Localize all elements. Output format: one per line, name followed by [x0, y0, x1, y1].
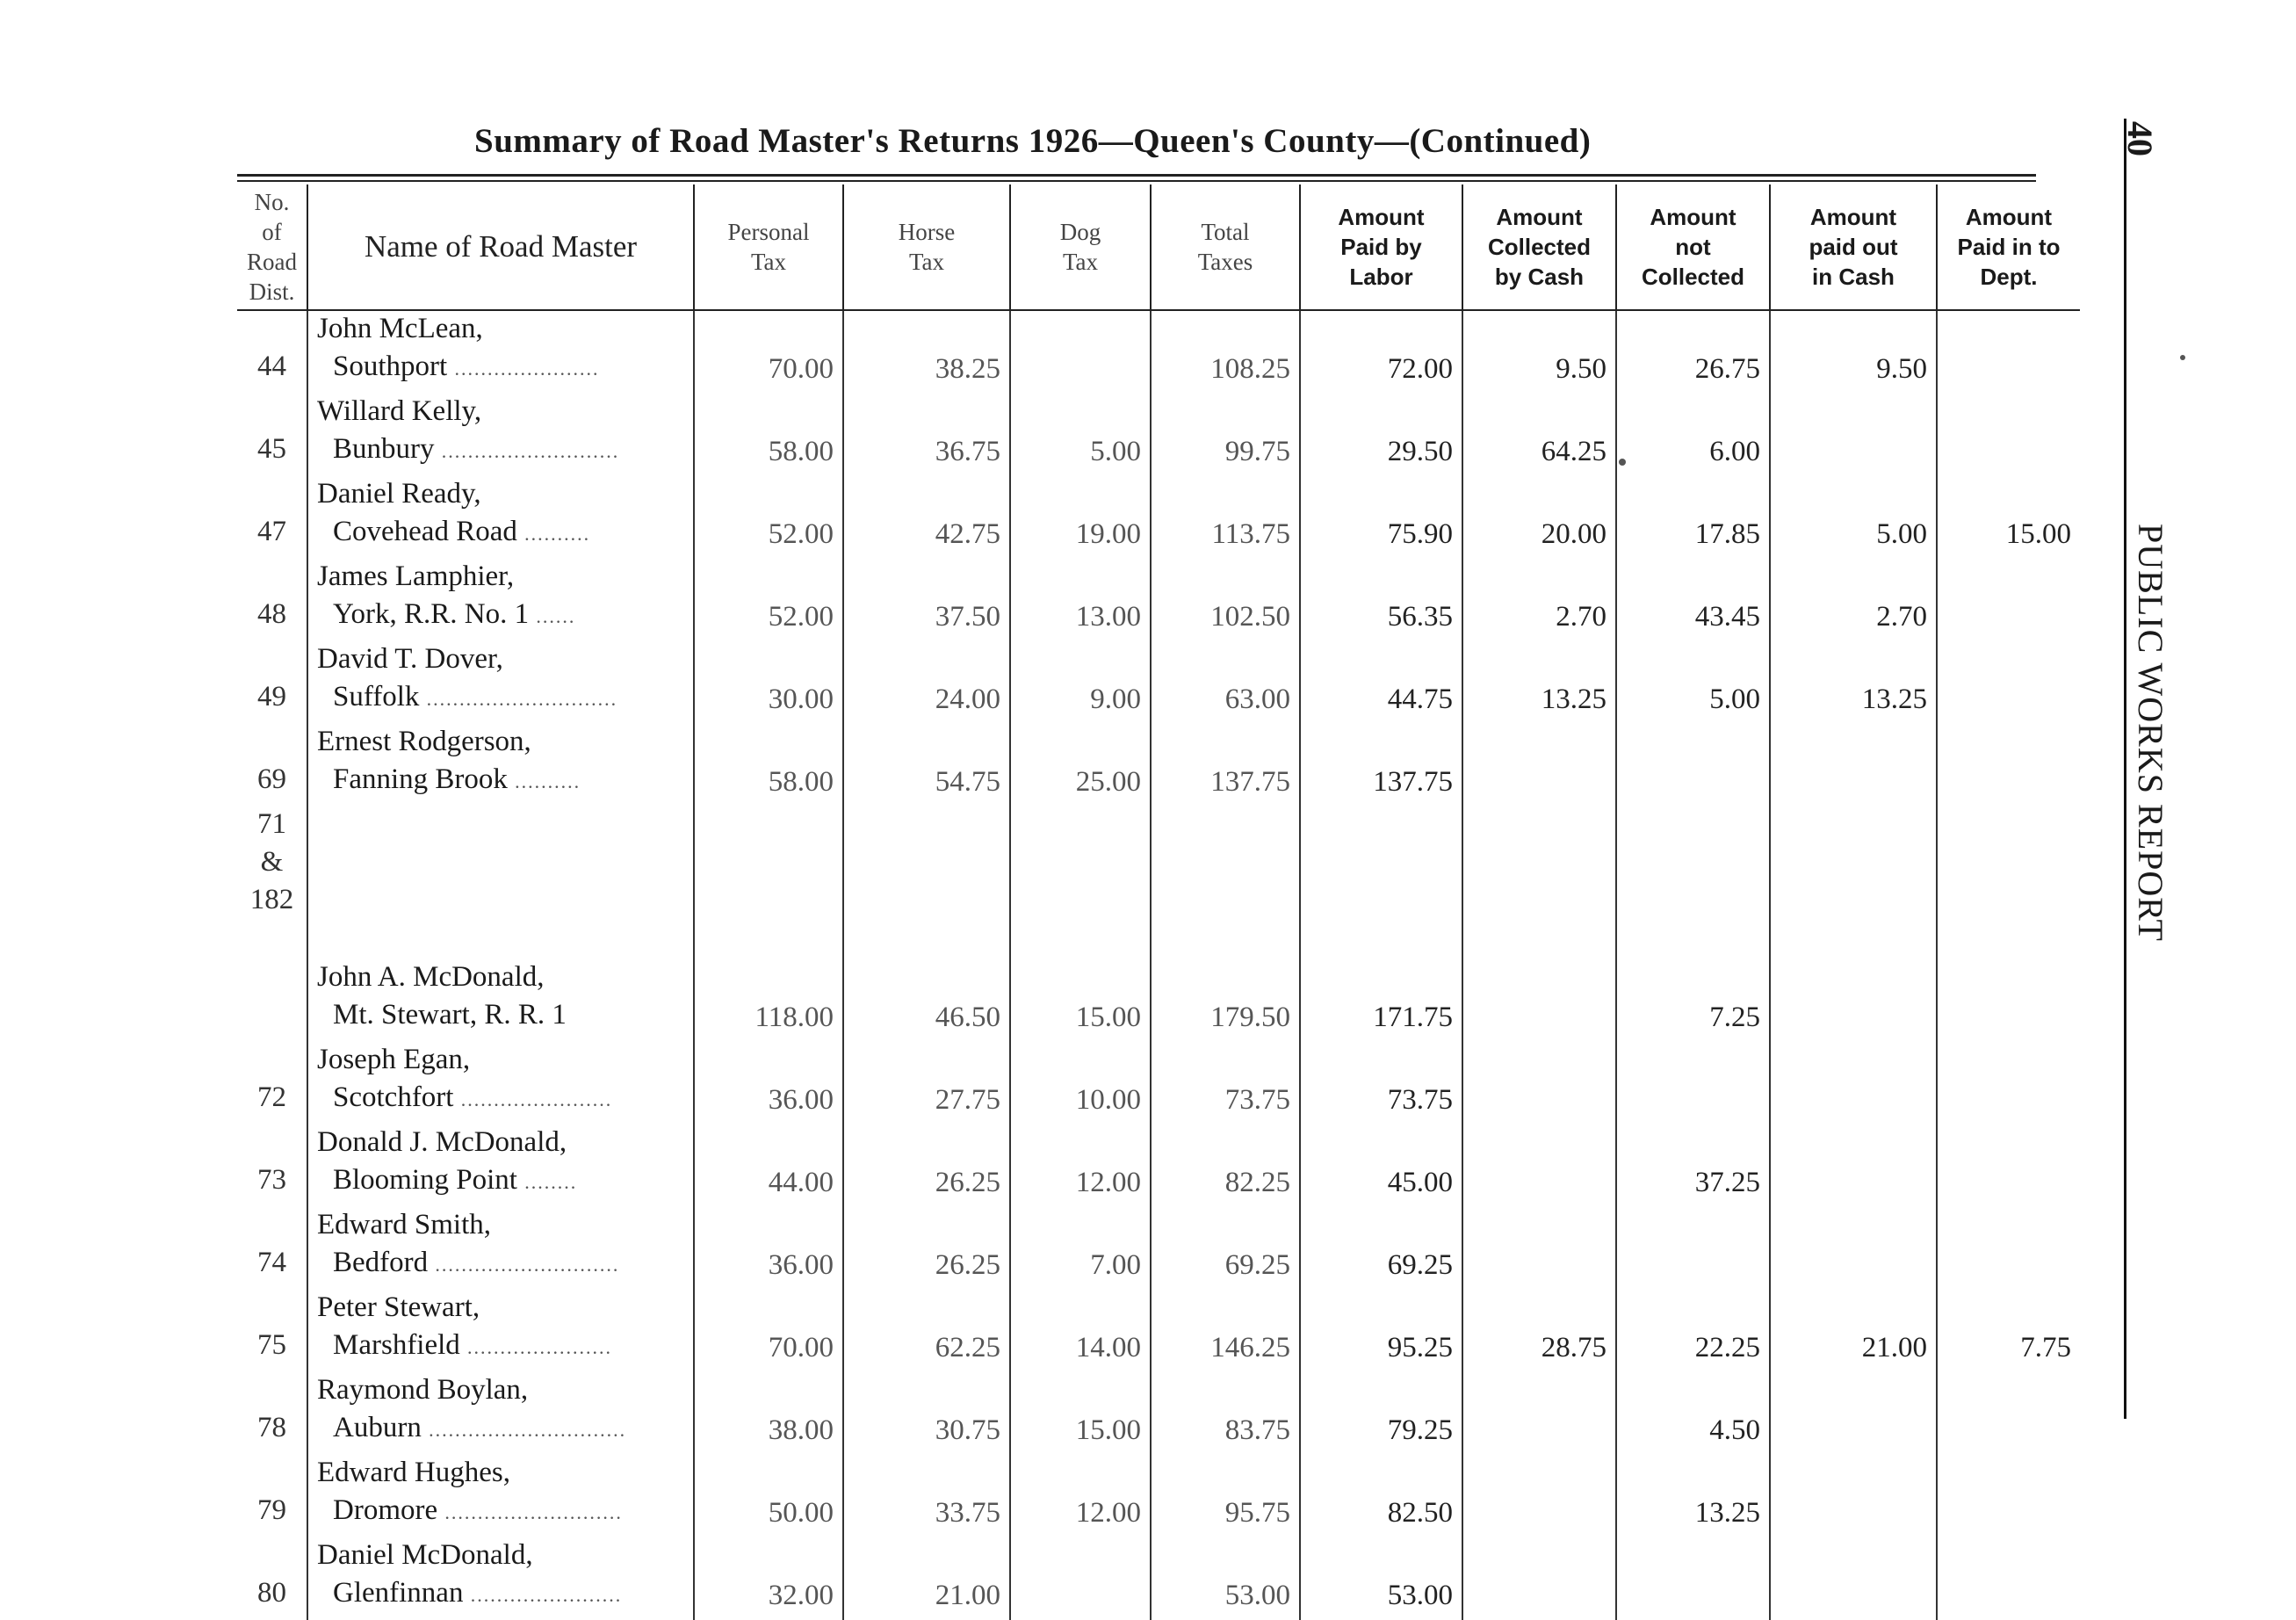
header-personal-tax: Personal Tax — [694, 184, 843, 310]
ink-speck — [2180, 355, 2185, 360]
cell-paidout — [1770, 1042, 1937, 1125]
cell-total: 99.75 — [1151, 394, 1300, 476]
road-district-number: 47 — [257, 516, 286, 547]
table-row — [237, 724, 2080, 806]
master-location: Bedford ............................ — [333, 1247, 620, 1278]
cell-personal: 52.00 — [694, 476, 843, 559]
cell-paidout — [1770, 1207, 1937, 1290]
master-location: Fanning Brook .......... — [333, 763, 581, 795]
cell-notcollected — [1616, 1537, 1770, 1620]
cell-total: 82.25 — [1151, 1125, 1300, 1207]
master-location: Scotchfort ....................... — [333, 1081, 613, 1113]
cell-dept: 7.75 — [1937, 1290, 2080, 1372]
header-horse-tax: Horse Tax — [843, 184, 1010, 310]
cell-labor: 69.25 — [1300, 1207, 1462, 1290]
cell-dog: 19.00 — [1010, 476, 1151, 559]
cell-horse: 36.75 — [843, 394, 1010, 476]
master-location: Blooming Point ........ — [333, 1164, 578, 1196]
cell-dog — [1010, 310, 1151, 394]
road-district-number: 45 — [257, 433, 286, 465]
cell-personal: 38.00 — [694, 1372, 843, 1455]
cell-labor: 137.75 — [1300, 724, 1462, 806]
road-district-number: 48 — [257, 598, 286, 630]
cell-cash: 28.75 — [1462, 1290, 1616, 1372]
cell-dept — [1937, 1207, 2080, 1290]
cell-notcollected: 6.00 — [1616, 394, 1770, 476]
cell-personal: 52.00 — [694, 559, 843, 641]
master-name: David T. Dover, — [317, 643, 503, 675]
road-master-name — [307, 476, 694, 559]
cell-labor: 82.50 — [1300, 1455, 1462, 1537]
master-name: Edward Smith, — [317, 1209, 491, 1240]
table-row — [237, 1042, 2080, 1125]
cell-labor: 44.75 — [1300, 641, 1462, 724]
cell-total: 69.25 — [1151, 1207, 1300, 1290]
cell-labor: 73.75 — [1300, 1042, 1462, 1125]
cell-personal: 58.00 — [694, 724, 843, 806]
cell-notcollected: 17.85 — [1616, 476, 1770, 559]
table-row — [237, 1207, 2080, 1290]
road-master-name — [307, 1290, 694, 1372]
cell-labor: 72.00 — [1300, 310, 1462, 394]
cell-dept — [1937, 310, 2080, 394]
cell-horse: 46.50 — [843, 806, 1010, 1042]
cell-total: 108.25 — [1151, 310, 1300, 394]
cell-personal: 70.00 — [694, 1290, 843, 1372]
cell-horse: 37.50 — [843, 559, 1010, 641]
cell-notcollected: 26.75 — [1616, 310, 1770, 394]
cell-total: 113.75 — [1151, 476, 1300, 559]
road-master-name — [307, 724, 694, 806]
master-location: Suffolk ............................. — [333, 681, 618, 712]
cell-notcollected: 22.25 — [1616, 1290, 1770, 1372]
cell-notcollected: 4.50 — [1616, 1372, 1770, 1455]
road-master-name — [307, 394, 694, 476]
cell-total: 137.75 — [1151, 724, 1300, 806]
cell-dog: 9.00 — [1010, 641, 1151, 724]
cell-horse: 33.75 — [843, 1455, 1010, 1537]
cell-personal: 36.00 — [694, 1207, 843, 1290]
master-name: Ernest Rodgerson, — [317, 726, 531, 757]
header-paid-out-in-cash: Amount paid out in Cash — [1770, 184, 1937, 310]
master-name: John A. McDonald, — [317, 961, 545, 993]
cell-dog: 10.00 — [1010, 1042, 1151, 1125]
master-location: Marshfield ...................... — [333, 1329, 613, 1361]
header-paid-by-labor: Amount Paid by Labor — [1300, 184, 1462, 310]
page-title: Summary of Road Master's Returns 1926—Queen's County—(Continued) — [474, 122, 1592, 160]
cell-dog: 15.00 — [1010, 1372, 1151, 1455]
cell-cash — [1462, 1125, 1616, 1207]
cell-labor: 95.25 — [1300, 1290, 1462, 1372]
cell-notcollected: 37.25 — [1616, 1125, 1770, 1207]
cell-cash: 13.25 — [1462, 641, 1616, 724]
cell-dog — [1010, 1537, 1151, 1620]
master-name: Daniel McDonald, — [317, 1539, 533, 1571]
cell-labor: 53.00 — [1300, 1537, 1462, 1620]
cell-notcollected: 43.45 — [1616, 559, 1770, 641]
road-district-number: 73 — [257, 1164, 286, 1196]
cell-cash: 9.50 — [1462, 310, 1616, 394]
table-row — [237, 1537, 2080, 1620]
road-district-number: 71 & 182 — [249, 808, 294, 915]
master-location: Mt. Stewart, R. R. 1 — [333, 999, 567, 1031]
road-master-table — [237, 184, 2080, 1620]
road-district-number: 79 — [257, 1494, 286, 1526]
road-district-number: 75 — [257, 1329, 286, 1361]
road-master-name — [307, 1042, 694, 1125]
cell-total: 95.75 — [1151, 1455, 1300, 1537]
road-district-number: 80 — [257, 1577, 286, 1609]
cell-total: 63.00 — [1151, 641, 1300, 724]
cell-total: 179.50 — [1151, 806, 1300, 1042]
cell-paidout — [1770, 1372, 1937, 1455]
cell-dept — [1937, 394, 2080, 476]
header-row — [237, 184, 2080, 310]
title-rule-top — [237, 174, 2036, 177]
cell-paidout: 21.00 — [1770, 1290, 1937, 1372]
table-row — [237, 641, 2080, 724]
table-row — [237, 394, 2080, 476]
header-name: Name of Road Master — [307, 184, 694, 310]
cell-dept — [1937, 1455, 2080, 1537]
header-dog-tax: Dog Tax — [1010, 184, 1151, 310]
cell-horse: 42.75 — [843, 476, 1010, 559]
header-paid-to-dept: Amount Paid in to Dept. — [1937, 184, 2080, 310]
cell-dog: 13.00 — [1010, 559, 1151, 641]
master-name: John McLean, — [317, 313, 483, 344]
master-location: York, R.R. No. 1 ...... — [333, 598, 576, 630]
cell-personal: 70.00 — [694, 310, 843, 394]
cell-horse: 62.25 — [843, 1290, 1010, 1372]
road-master-name — [307, 641, 694, 724]
header-not-collected: Amount not Collected — [1616, 184, 1770, 310]
cell-dog: 5.00 — [1010, 394, 1151, 476]
cell-notcollected: 5.00 — [1616, 641, 1770, 724]
road-district-number: 44 — [257, 351, 286, 382]
cell-personal: 58.00 — [694, 394, 843, 476]
running-head: PUBLIC WORKS REPORT — [2131, 524, 2170, 942]
road-master-name — [307, 806, 694, 1042]
cell-labor: 56.35 — [1300, 559, 1462, 641]
table-row — [237, 310, 2080, 394]
cell-paidout: 5.00 — [1770, 476, 1937, 559]
cell-dept — [1937, 1042, 2080, 1125]
table-row — [237, 559, 2080, 641]
cell-paidout: 13.25 — [1770, 641, 1937, 724]
road-district-number: 72 — [257, 1081, 286, 1113]
cell-dept — [1937, 724, 2080, 806]
cell-horse: 38.25 — [843, 310, 1010, 394]
cell-personal: 44.00 — [694, 1125, 843, 1207]
master-name: Peter Stewart, — [317, 1291, 480, 1323]
cell-total: 53.00 — [1151, 1537, 1300, 1620]
cell-labor: 171.75 — [1300, 806, 1462, 1042]
road-master-name — [307, 559, 694, 641]
cell-cash — [1462, 1455, 1616, 1537]
road-district-number: 69 — [257, 763, 286, 795]
cell-cash — [1462, 1207, 1616, 1290]
page-number: 40 — [2120, 121, 2160, 156]
cell-total: 83.75 — [1151, 1372, 1300, 1455]
cell-dept — [1937, 559, 2080, 641]
cell-dept: 15.00 — [1937, 476, 2080, 559]
cell-cash — [1462, 1042, 1616, 1125]
cell-paidout — [1770, 1537, 1937, 1620]
road-master-name — [307, 1372, 694, 1455]
cell-notcollected — [1616, 1207, 1770, 1290]
cell-cash: 2.70 — [1462, 559, 1616, 641]
cell-cash — [1462, 1372, 1616, 1455]
road-district-number: 78 — [257, 1412, 286, 1443]
cell-paidout — [1770, 724, 1937, 806]
master-name: Donald J. McDonald, — [317, 1126, 567, 1158]
cell-labor: 29.50 — [1300, 394, 1462, 476]
road-district-number: 49 — [257, 681, 286, 712]
road-master-name — [307, 1455, 694, 1537]
cell-dog: 7.00 — [1010, 1207, 1151, 1290]
cell-paidout: 2.70 — [1770, 559, 1937, 641]
table-row — [237, 1372, 2080, 1455]
master-location: Dromore ........................... — [333, 1494, 623, 1526]
cell-dept — [1937, 806, 2080, 1042]
title-rule-bottom — [237, 180, 2036, 182]
cell-horse: 26.25 — [843, 1207, 1010, 1290]
master-name: Edward Hughes, — [317, 1457, 510, 1488]
table-row — [237, 476, 2080, 559]
cell-dept — [1937, 641, 2080, 724]
cell-horse: 54.75 — [843, 724, 1010, 806]
table-row — [237, 1125, 2080, 1207]
cell-paidout: 9.50 — [1770, 310, 1937, 394]
road-district-number: 74 — [257, 1247, 286, 1278]
cell-dog: 25.00 — [1010, 724, 1151, 806]
cell-paidout — [1770, 394, 1937, 476]
master-name: Raymond Boylan, — [317, 1374, 529, 1406]
cell-horse: 24.00 — [843, 641, 1010, 724]
cell-paidout — [1770, 1125, 1937, 1207]
cell-personal: 50.00 — [694, 1455, 843, 1537]
cell-horse: 21.00 — [843, 1537, 1010, 1620]
table-row — [237, 1290, 2080, 1372]
cell-personal: 36.00 — [694, 1042, 843, 1125]
cell-personal: 32.00 — [694, 1537, 843, 1620]
cell-cash — [1462, 806, 1616, 1042]
road-master-name — [307, 1207, 694, 1290]
road-master-name — [307, 1125, 694, 1207]
ink-speck — [1619, 459, 1626, 466]
cell-cash: 64.25 — [1462, 394, 1616, 476]
cell-horse: 30.75 — [843, 1372, 1010, 1455]
cell-dept — [1937, 1372, 2080, 1455]
header-total-taxes: Total Taxes — [1151, 184, 1300, 310]
cell-dog: 12.00 — [1010, 1125, 1151, 1207]
cell-notcollected — [1616, 1042, 1770, 1125]
cell-notcollected — [1616, 724, 1770, 806]
master-name: Willard Kelly, — [317, 395, 482, 427]
header-dist: No. of Road Dist. — [237, 184, 307, 310]
cell-personal: 118.00 — [694, 806, 843, 1042]
cell-dept — [1937, 1125, 2080, 1207]
cell-notcollected: 13.25 — [1616, 1455, 1770, 1537]
cell-dog: 12.00 — [1010, 1455, 1151, 1537]
cell-dept — [1937, 1537, 2080, 1620]
cell-labor: 45.00 — [1300, 1125, 1462, 1207]
table-row — [237, 806, 2080, 1042]
master-location: Southport ...................... — [333, 351, 600, 382]
cell-dog: 15.00 — [1010, 806, 1151, 1042]
master-name: James Lamphier, — [317, 560, 515, 592]
master-location: Covehead Road .......... — [333, 516, 591, 547]
road-master-name — [307, 310, 694, 394]
master-location: Bunbury ........................... — [333, 433, 620, 465]
cell-cash — [1462, 1537, 1616, 1620]
cell-labor: 79.25 — [1300, 1372, 1462, 1455]
cell-cash: 20.00 — [1462, 476, 1616, 559]
cell-labor: 75.90 — [1300, 476, 1462, 559]
cell-total: 146.25 — [1151, 1290, 1300, 1372]
cell-personal: 30.00 — [694, 641, 843, 724]
cell-horse: 27.75 — [843, 1042, 1010, 1125]
cell-total: 73.75 — [1151, 1042, 1300, 1125]
cell-cash — [1462, 724, 1616, 806]
master-name: Daniel Ready, — [317, 478, 481, 510]
master-location: Auburn .............................. — [333, 1412, 627, 1443]
header-collected-by-cash: Amount Collected by Cash — [1462, 184, 1616, 310]
master-location: Glenfinnan ....................... — [333, 1577, 623, 1609]
cell-total: 102.50 — [1151, 559, 1300, 641]
cell-dog: 14.00 — [1010, 1290, 1151, 1372]
cell-paidout — [1770, 806, 1937, 1042]
master-name: Joseph Egan, — [317, 1044, 471, 1075]
road-master-name — [307, 1537, 694, 1620]
cell-paidout — [1770, 1455, 1937, 1537]
table-row — [237, 1455, 2080, 1537]
table-body — [237, 310, 2080, 1620]
cell-horse: 26.25 — [843, 1125, 1010, 1207]
cell-notcollected: 7.25 — [1616, 806, 1770, 1042]
